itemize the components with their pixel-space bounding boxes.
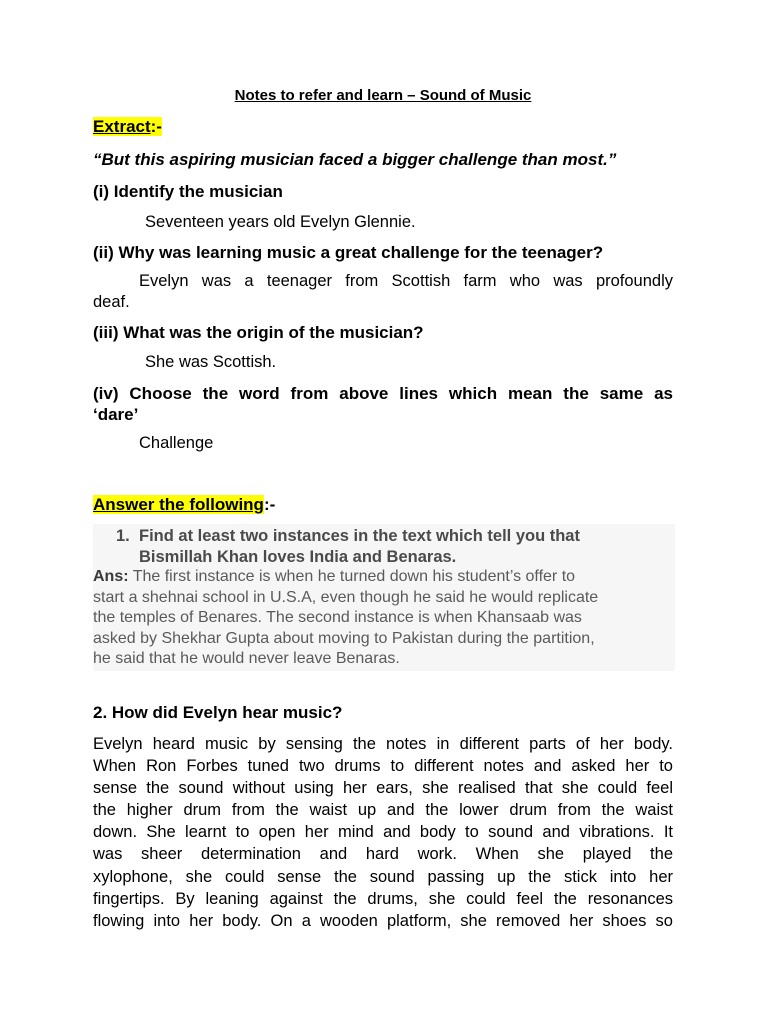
q2-line-7: xylophone, she could sense the sound passing up the stick into her <box>93 867 673 886</box>
q1-answer-line-4: asked by Shekhar Gupta about moving to Pakistan during the partition, <box>93 629 595 647</box>
question-4-line-2: ‘dare’ <box>93 405 139 424</box>
extract-heading <box>93 117 673 137</box>
extract-suffix: :- <box>150 117 162 136</box>
q2-answer <box>93 733 673 932</box>
q2-line-9: flowing into her body. On a wooden platform, she removed her shoes so <box>93 911 673 930</box>
question-4 <box>93 383 673 425</box>
answer-2-line-2: deaf. <box>93 293 130 311</box>
extract-label: Extract <box>93 117 151 136</box>
q2-line-2: When Ron Forbes tuned two drums to different notes and asked her to <box>93 757 673 776</box>
q2-line-1: Evelyn heard music by sensing the notes in different parts of her body. <box>93 735 673 753</box>
q2-line-8: fingertips. By leaning against the drums, she could feel the resonances <box>93 889 673 908</box>
answer-4: Challenge <box>139 434 214 452</box>
q2-line-4: the higher drum from the waist up and the lower drum from the waist <box>93 801 673 820</box>
q1-question-line-1: Find at least two instances in the text which tell you that <box>139 527 580 545</box>
answer-3: She was Scottish. <box>145 353 277 371</box>
answer-following-suffix: :- <box>263 495 276 514</box>
q1-answer-line-2: start a shehnai school in U.S.A, even though he said he would replicate <box>93 588 599 606</box>
question-1: (i) Identify the musician <box>93 182 283 201</box>
q1-answer-line-3: the temples of Benares. The second instance is when Khansaab was <box>93 609 582 627</box>
q1-answer-line-1: The first instance is when he turned down his student’s offer to <box>128 568 576 585</box>
q1-answer <box>93 567 675 670</box>
q1-answer-label: Ans: <box>93 568 129 585</box>
q1-question <box>139 526 659 568</box>
page-title: Notes to refer and learn – Sound of Music <box>234 87 532 104</box>
question-2: (ii) Why was learning music a great challenge for the teenager? <box>93 243 604 262</box>
q1-answer-line-5: he said that he would never leave Benaras. <box>93 650 400 668</box>
q2-line-3: sense the sound without using her ears, she realised that she could feel <box>93 779 673 798</box>
question-4-line-1: (iv) Choose the word from above lines which mean the same as <box>93 384 673 403</box>
extract-quote: “But this aspiring musician faced a bigger challenge than most.” <box>93 150 617 169</box>
answer-1: Seventeen years old Evelyn Glennie. <box>145 213 416 231</box>
q2-line-6: was sheer determination and hard work. When she played the <box>93 845 673 864</box>
answer-following-label: Answer the following <box>93 495 264 514</box>
answer-following-heading <box>93 495 673 515</box>
answer-2 <box>93 271 673 313</box>
q2-heading: 2. How did Evelyn hear music? <box>93 703 343 722</box>
q1-question-line-2: Bismillah Khan loves India and Benaras. <box>139 548 457 566</box>
answer-2-line-1: Evelyn was a teenager from Scottish farm who was profoundly <box>139 272 673 290</box>
question-3: (iii) What was the origin of the musician? <box>93 323 424 342</box>
q1-number: 1. <box>116 527 130 545</box>
q2-line-5: down. She learnt to open her mind and body to sound and vibrations. It <box>93 823 673 842</box>
